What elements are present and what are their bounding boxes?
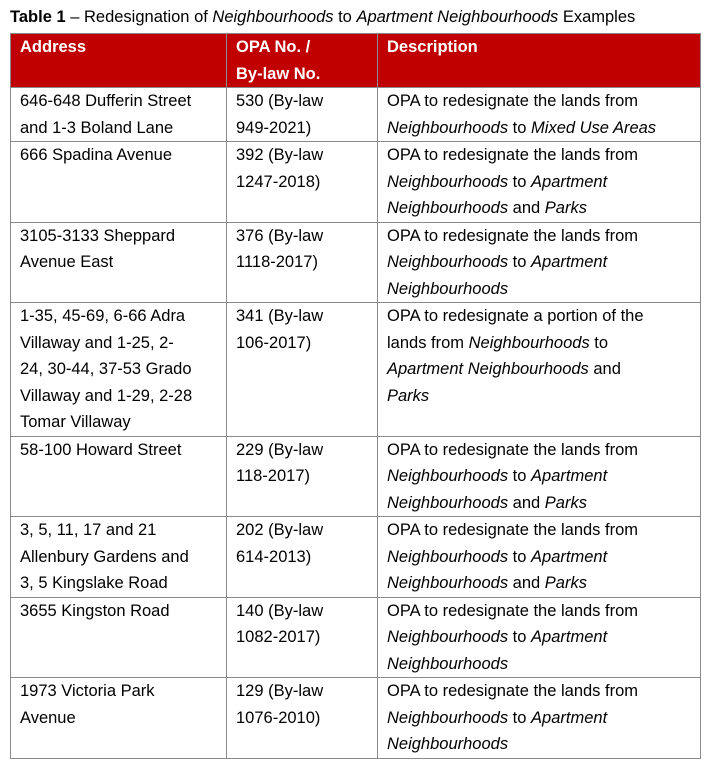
address-cell [11,222,227,303]
opa-cell [227,436,378,517]
desc-text: OPA to redesignate a portion of the [387,307,644,325]
desc-designation: Neighbourhoods [387,467,509,485]
description-cell [378,678,701,759]
desc-designation: Parks [387,386,430,405]
table-caption [10,8,635,27]
address-line: 1-35, 45-69, 6-66 Adra [20,307,186,325]
address-cell [11,436,227,517]
desc-designation: Apartment [531,467,608,485]
desc-designation: Neighbourhoods [387,279,509,298]
header-address: Address [11,34,227,88]
description-cell [378,88,701,142]
desc-designation: Apartment [531,628,608,646]
opa-line: 530 (By-law [236,92,324,110]
desc-designation: Parks [544,493,587,512]
description-cell [378,517,701,598]
desc-text: to [508,547,532,566]
description-cell [378,222,701,303]
address-line: Villaway and 1-29, 2-28 [20,386,193,405]
header-description: Description [378,34,701,88]
caption-from: Neighbourhoods [212,8,334,26]
redesignation-table [10,33,701,759]
opa-line: 949-2021) [236,118,312,137]
opa-line: 1118-2017) [236,253,318,271]
desc-designation: Parks [544,574,587,592]
table-row [11,436,701,517]
address-cell [11,678,227,759]
address-cell [11,597,227,678]
opa-line: 229 (By-law [236,440,324,459]
description-cell [378,303,701,437]
address-cell [11,142,227,223]
desc-text: OPA to redesignate the lands from [387,682,639,700]
opa-line: 1082-2017) [236,628,321,646]
desc-text: OPA to redesignate the lands from [387,92,639,110]
caption-suffix: Examples [558,8,636,26]
table-row [11,597,701,678]
desc-text: to [508,253,532,271]
desc-text: to [508,467,532,485]
header-opa-line1: OPA No. / [236,38,311,56]
desc-designation: Neighbourhoods [387,735,509,753]
address-line: Tomar Villaway [20,413,131,431]
opa-line: 106-2017) [236,333,312,352]
desc-text: OPA to redesignate the lands from [387,521,639,539]
desc-text: OPA to redesignate the lands from [387,146,639,164]
table-header-row [11,34,701,88]
opa-line: 140 (By-law [236,601,324,620]
desc-designation: Neighbourhoods [387,574,509,592]
desc-designation: Apartment [531,253,608,271]
desc-designation: Mixed Use Areas [531,118,657,137]
desc-designation: Neighbourhoods [387,253,509,271]
address-line: 3, 5 Kingslake Road [20,574,168,592]
opa-cell [227,517,378,598]
address-cell [11,303,227,437]
desc-text: to [508,708,532,727]
desc-designation: Apartment [531,708,608,727]
address-cell [11,517,227,598]
header-opa-line2: By-law No. [236,64,321,83]
opa-line: 1247-2018) [236,172,321,191]
desc-designation: Neighbourhoods [387,654,509,673]
desc-designation: Neighbourhoods [387,547,509,566]
opa-cell [227,222,378,303]
desc-designation: Neighbourhoods [387,708,509,727]
address-line: Avenue East [20,253,114,271]
desc-text: to [508,172,532,191]
caption-label: Table 1 [10,8,66,26]
desc-text: and [588,360,621,378]
opa-line: 202 (By-law [236,521,324,539]
desc-text: lands from [387,333,469,352]
desc-text: to [508,628,532,646]
table-row [11,222,701,303]
address-line: 3105-3133 Sheppard [20,226,176,245]
desc-designation: Apartment Neighbourhoods [387,360,589,378]
desc-text: and [508,574,545,592]
desc-text: OPA to redesignate the lands from [387,440,639,459]
opa-line: 1076-2010) [236,708,321,727]
table-row [11,517,701,598]
caption-dash: – Redesignation of [65,8,213,26]
opa-cell [227,88,378,142]
desc-text: OPA to redesignate the lands from [387,601,639,620]
opa-line: 392 (By-law [236,146,324,164]
desc-text: and [508,493,545,512]
caption-to-word: to [333,8,357,26]
description-cell [378,142,701,223]
opa-line: 341 (By-law [236,307,324,325]
desc-text: and [508,199,545,217]
desc-designation: Neighbourhoods [387,493,509,512]
desc-designation: Neighbourhoods [387,118,509,137]
address-line: 58-100 Howard Street [20,440,182,459]
desc-designation: Apartment [531,547,608,566]
address-line: 666 Spadina Avenue [20,146,173,164]
desc-designation: Neighbourhoods [387,628,509,646]
desc-designation: Neighbourhoods [387,199,509,217]
desc-designation: Neighbourhoods [387,172,509,191]
opa-cell [227,303,378,437]
address-line: 24, 30-44, 37-53 Grado [20,360,192,378]
desc-designation: Apartment [531,172,608,191]
opa-line: 614-2013) [236,547,312,566]
opa-line: 129 (By-law [236,682,324,700]
address-cell [11,88,227,142]
address-line: 1973 Victoria Park [20,682,155,700]
table-row [11,303,701,437]
opa-cell [227,678,378,759]
address-line: 646-648 Dufferin Street [20,92,192,110]
opa-line: 376 (By-law [236,226,324,245]
desc-text: OPA to redesignate the lands from [387,226,639,245]
desc-designation: Neighbourhoods [468,333,590,352]
description-cell [378,436,701,517]
opa-line: 118-2017) [236,467,311,485]
description-cell [378,597,701,678]
address-line: and 1-3 Boland Lane [20,118,174,137]
desc-text: to [589,333,609,352]
table-row [11,88,701,142]
address-line: 3655 Kingston Road [20,601,170,620]
header-opa [227,34,378,88]
opa-cell [227,597,378,678]
opa-cell [227,142,378,223]
address-line: Allenbury Gardens and [20,547,189,566]
table-row [11,142,701,223]
desc-text: to [508,118,532,137]
address-line: 3, 5, 11, 17 and 21 [20,521,157,539]
table-row [11,678,701,759]
desc-designation: Parks [544,199,587,217]
address-line: Avenue [20,708,76,727]
caption-to: Apartment Neighbourhoods [356,8,559,26]
address-line: Villaway and 1-25, 2- [20,333,174,352]
